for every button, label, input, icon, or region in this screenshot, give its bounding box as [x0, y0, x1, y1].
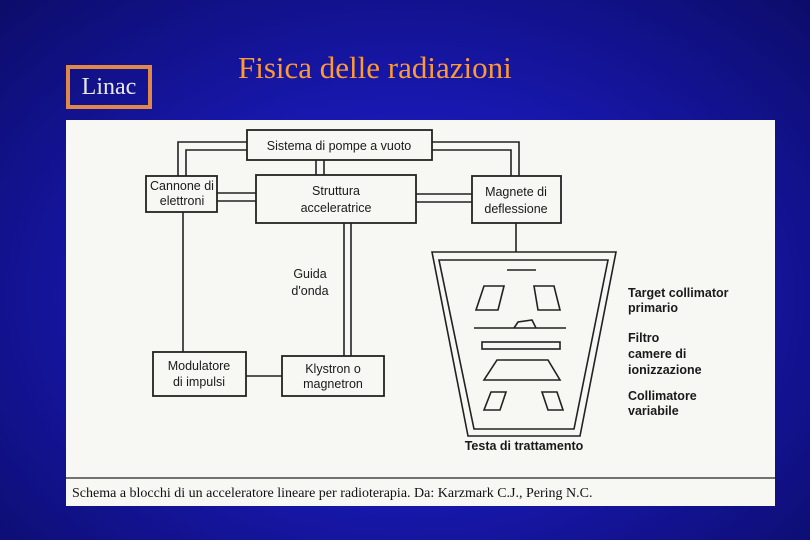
filter-label-2: camere di	[628, 347, 687, 361]
collimator-label-1: Collimatore	[628, 389, 697, 403]
linac-badge-label: Linac	[81, 73, 137, 100]
vacuum-pump-label: Sistema di pompe a vuoto	[266, 139, 412, 153]
figure-caption: Schema a blocchi di un acceleratore lineare per radioterapia. Da: Karzmark C.J., Pering N.C.	[72, 486, 593, 501]
primary-collimator-right	[534, 286, 560, 310]
treatment-head-inner	[439, 260, 608, 429]
bending-magnet-label-2: deflessione	[484, 202, 548, 216]
accelerating-structure-box	[256, 175, 416, 223]
diagram-svg	[66, 120, 775, 506]
slide-title: Fisica delle radiazioni	[238, 50, 512, 85]
flattening-filter-cone	[514, 320, 536, 328]
filter-label-3: ionizzazione	[628, 363, 702, 377]
vacuum-to-gun-line-2	[186, 150, 247, 176]
variable-collimator-right	[542, 392, 563, 410]
pulse-modulator-label-2: di impulsi	[172, 375, 226, 389]
treatment-head-label: Testa di trattamento	[464, 439, 584, 453]
target-label-2: primario	[628, 301, 679, 315]
collimator-label-2: variabile	[628, 404, 679, 418]
klystron-label-2: magnetron	[303, 377, 363, 391]
ionization-chamber	[482, 342, 560, 349]
waveguide-label-2: d'onda	[291, 284, 329, 298]
klystron-label-1: Klystron o	[305, 362, 361, 376]
treatment-head-outline	[432, 252, 616, 436]
linac-badge	[66, 65, 152, 109]
vacuum-to-magnet-line-2	[432, 150, 511, 176]
accelerating-structure-label-1: Struttura	[312, 184, 360, 198]
pulse-modulator-label-1: Modulatore	[167, 359, 231, 373]
vacuum-to-magnet-line	[432, 142, 519, 176]
variable-collimator-left	[484, 392, 506, 410]
vacuum-to-gun-line	[178, 142, 247, 176]
linac-block-diagram	[66, 120, 775, 506]
bending-magnet-label-1: Magnete di	[485, 185, 547, 199]
waveguide-label-1: Guida	[293, 267, 327, 281]
target-label-1: Target collimator	[628, 286, 729, 300]
primary-collimator-left	[476, 286, 504, 310]
electron-gun-label-2: elettroni	[159, 194, 205, 208]
filter-label-1: Filtro	[628, 331, 660, 345]
variable-collimator-upper	[484, 360, 560, 380]
electron-gun-label-1: Cannone di	[150, 179, 214, 193]
accelerating-structure-label-2: acceleratrice	[300, 201, 372, 215]
